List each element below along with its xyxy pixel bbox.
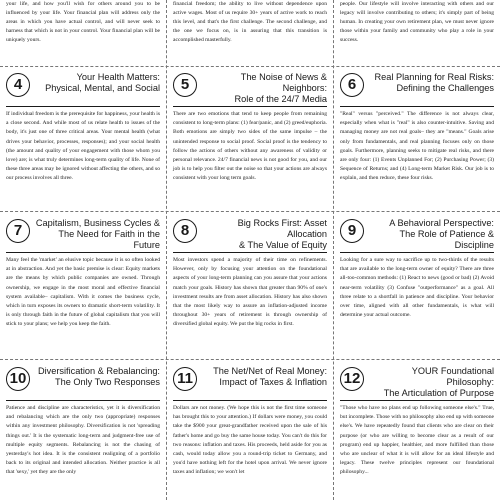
section-title: Capitalism, Business Cycles & The Need for Faith in the Future [35, 218, 160, 250]
section-number-badge: 12 [340, 367, 364, 391]
section-title: A Behavioral Perspective: The Role of Patience & Discipline [389, 218, 494, 250]
section-number-badge: 4 [6, 73, 30, 97]
section-number-badge: 8 [173, 219, 197, 243]
section-number-badge: 10 [6, 367, 30, 391]
section-title: The Noise of News & Neighbors: Role of the 24/7 Media [234, 72, 327, 104]
section-title: Big Rocks First: Asset Allocation & The Value of Equity [237, 218, 327, 250]
title-rule [6, 400, 160, 401]
section-number-badge: 6 [340, 73, 364, 97]
section-body: Patience and discipline are characteristics, yet it is diversification and rebalancing which are the only two (appropriate) responses within any investment philosophy. Diversification is not 'spreading things out.' It is the systematic long-term and judgment-free use of multiple equity segments. Rebalancing is not the chasing of yesterday's hot idea. It is the consistent realigning of a portfolio back to its original and intended allocation. Neither practice is all that 'sexy,' yet they are the only [6, 405, 160, 476]
section-body: Many feel the 'market' an elusive topic because it is so often looked at in abstraction. And yet the basic premise is clear: Equity markets are the means by which public companies are owned. Through ownership, we engage in the most moral and effective financial system available– capitalism. With it comes the business cycle, which in turn exposes its owners to dramatic short-term volatility. It is only through faith in the future of global capitalism that you will stick to your plans; we help you keep the faith. [6, 257, 160, 328]
section-number-badge: 9 [340, 219, 364, 243]
principle-section-5 [167, 66, 333, 211]
section-title: Diversification & Rebalancing: The Only Two Responses [37, 366, 160, 387]
title-rule [6, 252, 160, 253]
section-number-badge: 11 [173, 367, 197, 391]
section-body: "Those who have no plans end up following someone else's." True, but incomplete. Those with no philosophy also end up with someone else's. We have repeatedly found that clients who are clear on their purpose (or who are willing to become clear as a result of our program) end up happier, healthier, and more fulfilled than those who are unclear of what it is will allow for an ideal lifestyle and legacy. These twelve principles represent our foundational philosophy... [340, 405, 494, 476]
section-title: YOUR Foundational Philosophy: The Articulation of Purpose [383, 366, 494, 398]
principle-section-6 [334, 66, 500, 211]
title-rule [173, 252, 327, 253]
title-rule [340, 252, 494, 253]
principle-section-10 [0, 360, 166, 500]
principle-section-12 [334, 360, 500, 500]
section-body: Looking for a sure way to sacrifice up to two-thirds of the results that are available to the long-term owner of equity? There are three all-too-common methods: (1) React to news (good or bad) (2) Avoid near-term volatility (3) Confuse "outperformance" as a goal. All three relate to a shortfall in patience and discipline. Your behavior over time, aligned with all other fundamentals, is what will determine your actual outcome. [340, 257, 494, 319]
top-text-col-2: financial freedom; the ability to live without dependence upon active wages. Most of us require 30+ years of active work to reach this level, and that's the first challenge. The second challenge, and the one we focus on, is in assuring that this transition is accomplished masterfully. [173, 1, 327, 43]
section-body: Most investors spend a majority of their time on refinements. However, only by focusing your attention on the foundational aspects of your long-term planning can you assure that your actions match your goals. History has shown that greater than 90% of one's investment results are from asset allocation. History has also shown that the most likely way to assure an inflation-adjusted income throughout 30+ years of retirement is through ownership of diversified global equity. We put the big rocks in first. [173, 257, 327, 328]
principle-section-7 [0, 212, 166, 359]
section-number-badge: 7 [6, 219, 30, 243]
title-rule [173, 106, 327, 107]
title-rule [340, 106, 494, 107]
section-title: Real Planning for Real Risks: Defining the Challenges [374, 72, 494, 93]
section-body: Dollars are not money. (We hope this is not the first time someone has brought this to your attention.) If dollars were money, you could take the $900 your great-grandfather received upon the sale of his father's home and go buy the same house today. You can't do this for two reasons: inflation and taxes. His proceeds, held aside for you as cash, would today allow you a round-trip ticket to Germany, and you'd have nothing left for the hotel upon arrival. We never ignore taxes and inflation; we won't let [173, 405, 327, 476]
section-body: If individual freedom is the prerequisite for happiness, your health is a close second. And while most of us relate health to issues of the body, it's just one of three critical areas. Your mental health (what drives your behavior, processes, responses); and your social health (the amount and quality of your engagement with those whom you love) are; is what truly determines long-term quality of life. None of these three areas may be ignored without affecting the others, and so our process involves all three. [6, 111, 160, 182]
title-rule [173, 400, 327, 401]
section-number-badge: 5 [173, 73, 197, 97]
section-body: "Real" versus "perceived." The difference is not always clear, especially when what is "real" is also counter-intuitive. Saving and managing money are not real goals– they are "means." Goals arise only from fundamentals, and real planning focuses only on those goals. Furthermore, planning seeks to mitigate real risks, and there are only four: (1) Events Unplanned For; (2) Purchasing Power; (3) Sequence of Returns; and (4) Long-term Market Risk. Our job is to explain, and then reduce, these four risks. [340, 111, 494, 182]
principle-section-4 [0, 66, 166, 211]
title-rule [340, 400, 494, 401]
previous-row-continuation [0, 0, 500, 64]
section-body: There are two emotions that tend to keep people from remaining consistent to long-term plans: (1) fear/panic, and (2) greed/euphoria. Both emotions are simply two sides of the same impulse – the unintended response to social proof. Social proof is the tendency to follow the actions of others without any awareness of validity or personal relevance. 24/7 financial news is not good for you, and our job is to help you filter out the noise so that your actions are always consistent with your long term goals. [173, 111, 327, 182]
section-title: The Net/Net of Real Money: Impact of Taxes & Inflation [213, 366, 327, 387]
top-text-col-3: people. Our lifestyle will involve interacting with others and our legacy will involve contributing to others; it's simply part of being human. In creating your own retirement plan, we must never ignore those within your family and community who play a role in your success. [340, 1, 494, 43]
top-text-col-1: your life, and how you'll wish for others around you to be influenced by your life. Your financial plan will address only the areas in which you have actual control, and will never seek to harness that which is not in your control. Your financial plan will be uniquely yours. [6, 1, 160, 43]
principle-section-8 [167, 212, 333, 359]
principle-section-11 [167, 360, 333, 500]
section-title: Your Health Matters: Physical, Mental, and Social [45, 72, 160, 93]
principle-section-9 [334, 212, 500, 359]
title-rule [6, 106, 160, 107]
